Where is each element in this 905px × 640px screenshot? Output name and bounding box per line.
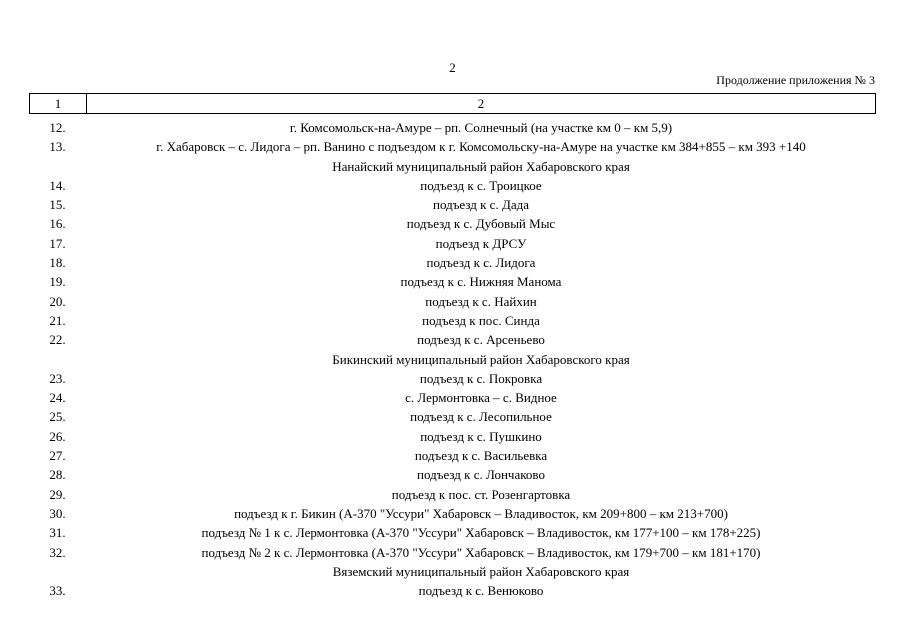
header-column-1: 1 [30, 94, 87, 113]
road-name: подъезд к с. Венюково [418, 583, 544, 599]
table-row [29, 195, 876, 214]
row-number: 15. [49, 197, 66, 213]
row-number: 17. [49, 235, 66, 251]
header-column-2: 2 [477, 96, 485, 111]
table-row [29, 523, 876, 542]
table-row [29, 311, 876, 330]
table-row [29, 292, 876, 311]
row-number [29, 562, 86, 581]
row-number: 12. [49, 120, 66, 135]
row-number: 23. [49, 370, 66, 386]
row-number: 14. [49, 177, 66, 193]
table-row [29, 485, 876, 504]
row-number [29, 157, 86, 176]
table-row [29, 465, 876, 484]
table-row [29, 272, 876, 291]
road-name: подъезд к с. Найхин [425, 293, 537, 309]
table-row [29, 388, 876, 407]
section-heading-row [29, 562, 876, 581]
road-name: г. Комсомольск-на-Амуре – рп. Солнечный (на участке км 0 – км 5,9) [289, 120, 673, 135]
table-row [29, 137, 876, 156]
road-name: с. Лермонтовка – с. Видное [405, 390, 557, 406]
table-row [29, 214, 876, 233]
table-row [29, 407, 876, 426]
road-name: г. Хабаровск – с. Лидога – рп. Ванино с подъездом к г. Комсомольску-на-Амуре на участке км 384+855 – км 393 +140 [156, 139, 806, 155]
table-row [29, 581, 876, 600]
road-name: подъезд к с. Лидога [426, 255, 536, 271]
table-row [29, 253, 876, 272]
road-name: подъезд к пос. Синда [422, 312, 540, 328]
table-row [29, 369, 876, 388]
row-number: 31. [49, 525, 66, 541]
district-heading: Бикинский муниципальный район Хабаровского края [332, 351, 630, 367]
row-number: 18. [49, 255, 66, 271]
table-row [29, 176, 876, 195]
row-number: 20. [49, 293, 66, 309]
row-number: 27. [49, 448, 66, 464]
road-name: подъезд к с. Васильевка [414, 448, 548, 464]
road-name: подъезд к с. Лончаково [417, 467, 545, 483]
table-row [29, 118, 876, 137]
table-body [29, 118, 876, 600]
table-row [29, 234, 876, 253]
road-name: подъезд к с. Дада [433, 197, 529, 213]
row-number: 26. [49, 428, 66, 444]
road-name: подъезд к с. Лесопильное [410, 409, 552, 425]
row-number: 28. [49, 467, 66, 483]
road-name: подъезд к с. Троицкое [420, 177, 542, 193]
road-name: подъезд к с. Пушкино [420, 428, 542, 444]
road-name: подъезд к ДРСУ [435, 235, 527, 251]
row-number: 33. [49, 583, 66, 599]
row-number: 29. [49, 486, 66, 502]
road-name: подъезд № 2 к с. Лермонтовка (А-370 "Уссури" Хабаровск – Владивосток, км 179+700 – км 181+170) [201, 544, 761, 560]
page-number: 2 [449, 60, 456, 75]
table-row [29, 427, 876, 446]
road-name: подъезд к г. Бикин (А-370 "Уссури" Хабаровск – Владивосток, км 209+800 – км 213+700) [234, 505, 728, 521]
appendix-continuation-note: Продолжение приложения № 3 [716, 73, 875, 87]
row-number: 16. [49, 216, 66, 232]
road-name: подъезд № 1 к с. Лермонтовка (А-370 "Уссури" Хабаровск – Владивосток, км 177+100 – км 178+225) [201, 525, 761, 541]
row-number: 22. [49, 332, 66, 348]
district-heading: Нанайский муниципальный район Хабаровского края [332, 158, 630, 174]
road-name: подъезд к с. Покровка [419, 370, 543, 386]
section-heading-row [29, 350, 876, 369]
row-number: 24. [49, 390, 66, 406]
row-number: 30. [49, 505, 66, 521]
table-row [29, 543, 876, 562]
road-name: подъезд к с. Нижняя Манома [400, 274, 562, 290]
table-row [29, 330, 876, 349]
row-number: 19. [49, 274, 66, 290]
road-name: подъезд к пос. ст. Розенгартовка [391, 486, 571, 502]
table-row [29, 504, 876, 523]
section-heading-row [29, 157, 876, 176]
district-heading: Вяземский муниципальный район Хабаровского края [332, 563, 630, 579]
row-number: 21. [49, 312, 66, 328]
row-number [29, 350, 86, 369]
table-row [29, 446, 876, 465]
row-number: 13. [49, 139, 66, 155]
table-header-row [29, 93, 876, 114]
row-number: 32. [49, 544, 66, 560]
road-name: подъезд к с. Арсеньево [417, 332, 545, 348]
road-name: подъезд к с. Дубовый Мыс [406, 216, 556, 232]
roads-table [29, 93, 876, 600]
row-number: 25. [49, 409, 66, 425]
